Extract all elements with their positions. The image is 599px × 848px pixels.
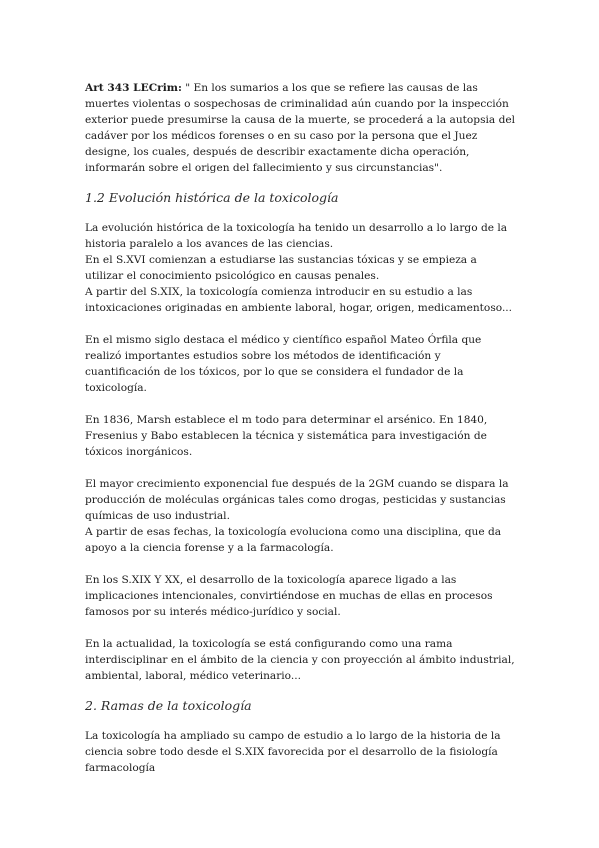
paragraph-evolucion-intro: La evolución histórica de la toxicología ha tenido un desarrollo a lo largo de la historia paralelo a los avances de las ciencias. <box>85 222 508 250</box>
paragraph-actualidad: En la actualidad, la toxicología se está configurando como una rama interdisciplinar en el ámbito de la ciencia y con proyección al ámbito industrial, ambiental, laboral, médico veterinario... <box>85 638 515 682</box>
paragraph-marsh: En 1836, Marsh establece el m todo para determinar el arsénico. En 1840, Fresenius y Babo establecen la técnica y sistemática para investigación de tóxicos inorgánicos. <box>85 414 488 458</box>
paragraph-sxix-xx: En los S.XIX Y XX, el desarrollo de la toxicología aparece ligado a las implicaciones intencionales, convirtiéndose en muchas de ellas en procesos famosos por su interés médico-jurídico y social. <box>85 574 493 618</box>
section-heading-ramas: 2. Ramas de la toxicología <box>85 698 252 713</box>
article-text: " En los sumarios a los que se refiere las causas de las muertes violentas o sospechosas de criminalidad aún cuando por la inspección exterior puede presumirse la causa de la muerte, se procederá a la autopsia del cadáver por los médicos forenses o en su caso por la persona que el Juez designe, los cuales, después de describir exactamente dicha operación, informarán sobre el origen del fallecimiento y sus circunstancias". <box>85 82 516 174</box>
article-343-paragraph <box>85 80 517 176</box>
paragraph-orfila: En el mismo siglo destaca el médico y científico español Mateo Órfila que realizó importantes estudios sobre los métodos de identificación y cuantificación de los tóxicos, por lo que se considera el fundador de la toxicología. <box>85 334 482 394</box>
paragraph-disciplina: A partir de esas fechas, la toxicología evoluciona como una disciplina, que da apoyo a la ciencia forense y a la farmacología. <box>85 526 502 554</box>
paragraph-sxvi: En el S.XVI comienzan a estudiarse las sustancias tóxicas y se empieza a utilizar el conocimiento psicológico en causas penales. <box>85 254 477 282</box>
paragraph-2gm: El mayor crecimiento exponencial fue después de la 2GM cuando se dispara la producción de moléculas orgánicas tales como drogas, pesticidas y sustancias químicas de uso industrial. <box>85 478 509 522</box>
document-page <box>85 80 517 776</box>
paragraph-sxix: A partir del S.XIX, la toxicología comienza introducir en su estudio a las intoxicaciones originadas en ambiente laboral, hogar, origen, medicamentoso... <box>85 286 513 314</box>
section-heading-evolucion: 1.2 Evolución histórica de la toxicología <box>85 190 339 205</box>
paragraph-ramas-intro: La toxicología ha ampliado su campo de estudio a lo largo de la historia de la ciencia sobre todo desde el S.XIX favorecida por el desarrollo de la fisiología farmacología <box>85 730 501 774</box>
article-lead: Art 343 LECrim: <box>85 82 182 94</box>
